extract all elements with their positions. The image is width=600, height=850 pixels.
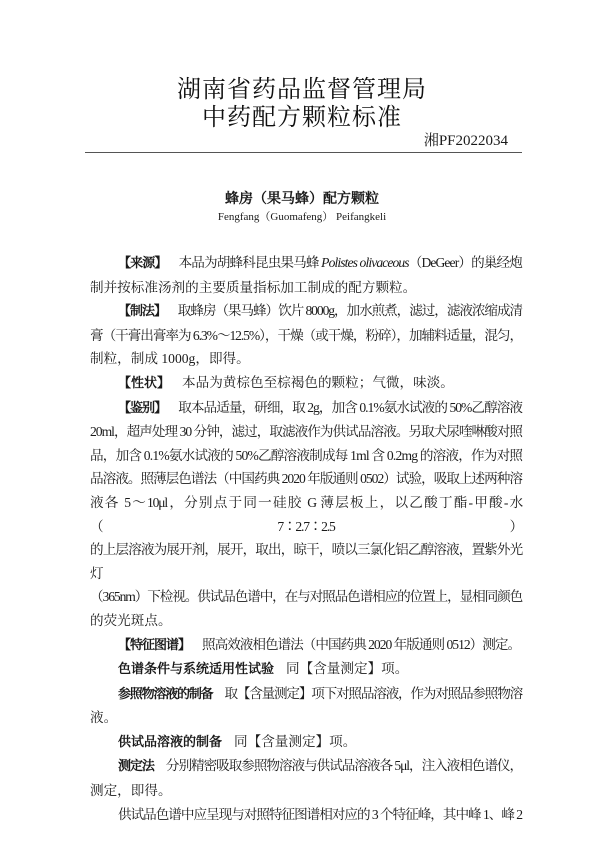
line-text: 品溶液。照薄层色谱法（中国药典 2020 年版通则 0502）试验，吸取上述两种溶 (90, 471, 522, 487)
paragraph (90, 371, 522, 396)
section-label: 测定法 (118, 759, 154, 775)
paragraph (90, 803, 522, 827)
text-line (90, 444, 522, 468)
text-line (90, 730, 522, 755)
text-line (90, 276, 522, 300)
line-text: 同【含量测定】项。 (286, 661, 409, 677)
text-line (90, 682, 522, 707)
line-text: 品，加含 0.1%氨水试液的 50%乙醇溶液制成每 1ml 含 0.2mg 的溶液，作为对照 (90, 447, 523, 463)
line-text: 本品为黄棕色至棕褐色的颗粒；气微，味淡。 (182, 374, 454, 390)
latin-species-name: Polistes olivaceous (321, 255, 409, 270)
text-line (90, 491, 522, 538)
text-line (90, 371, 522, 396)
standard-code: 湘PF2022034 (423, 133, 508, 149)
text-line (90, 396, 522, 421)
paragraph (90, 730, 522, 755)
text-line (90, 467, 522, 491)
line-text: （DeGeer）的巢经炮 (408, 255, 522, 270)
section-label: 参照物溶液的制备 (118, 686, 213, 702)
issuer-title: 湖南省药品监督管理局 (177, 75, 427, 103)
product-pinyin: Fengfang（Guomafeng） Peifangkeli (217, 211, 387, 223)
text-line (90, 420, 522, 444)
line-text: 分别精密吸取参照物溶液与供试品溶液各 5μl，注入液相色谱仪， (165, 758, 522, 774)
text-line (90, 779, 522, 803)
text-line (90, 657, 522, 682)
text-line (90, 324, 522, 348)
product-name: 蜂房（果马蜂）配方颗粒 (225, 191, 379, 207)
text-line (90, 585, 522, 609)
line-text: 制粒，制成 1000g，即得。 (90, 351, 250, 367)
text-line (90, 633, 522, 658)
header-divider (85, 152, 522, 153)
section-label: 【制法】 (118, 304, 166, 320)
standard-title: 中药配方颗粒标准 (202, 103, 402, 131)
text-line (90, 299, 522, 324)
document-body (90, 251, 522, 826)
paragraph (90, 251, 522, 299)
line-text: 20ml，超声处理 30 分钟，滤过，取滤液作为供试品溶液。另取犬尿喹啉酸对照 (90, 424, 522, 440)
section-label: 【鉴别】 (118, 400, 167, 416)
line-text: 的上层溶液为展开剂，展开，取出，晾干，喷以三氯化铝乙醇溶液，置紫外光灯 (90, 542, 522, 581)
text-line (90, 754, 522, 779)
line-text: 膏（干膏出膏率为 6.3%～12.5%），干燥（或干燥，粉碎），加辅料适量，混匀， (90, 327, 522, 343)
line-text: 同【含量测定】项。 (234, 733, 357, 749)
section-label: 【性状】 (118, 375, 171, 391)
paragraph (90, 657, 522, 682)
line-text: 取蜂房（果马蜂）饮片 8000g，加水煎煮，滤过，滤液浓缩成清 (177, 303, 523, 319)
line-text: 制并按标准汤剂的主要质量指标加工制成的配方颗粒。 (90, 279, 417, 295)
paragraph (90, 754, 522, 802)
line-text: 的荧光斑点。 (90, 612, 172, 628)
paragraph (90, 633, 522, 658)
paragraph (90, 299, 522, 371)
line-text: 取本品适量，研细，取 2g，加含 0.1%氨水试液的 50%乙醇溶液 (178, 399, 522, 415)
line-text: 供试品色谱中应呈现与对照特征图谱相对应的 3 个特征峰，其中峰 1、峰 2 (118, 806, 522, 822)
paragraph (90, 396, 522, 633)
text-line (90, 347, 522, 371)
line-text: 测定，即得。 (90, 783, 172, 799)
section-label: 【特征图谱】 (118, 637, 191, 653)
section-label: 【来源】 (118, 256, 167, 271)
section-label: 供试品溶液的制备 (118, 734, 223, 750)
line-text: 液。 (90, 710, 118, 726)
line-text: （365nm）下检视。供试品色谱中，在与对照品色谱相应的位置上，显相同颜色 (90, 589, 523, 605)
text-line (90, 706, 522, 730)
line-text: 取【含量测定】项下对照品溶液，作为对照品参照物溶 (224, 685, 522, 701)
paragraph (90, 682, 522, 730)
text-line (90, 609, 522, 633)
section-label: 色谱条件与系统适用性试验 (118, 662, 275, 678)
line-text: 本品为胡蜂科昆虫果马蜂 (178, 255, 322, 270)
line-text: 照高效液相色谱法（中国药典 2020 年版通则 0512）测定。 (202, 636, 521, 652)
text-line (90, 538, 522, 585)
text-line (90, 251, 522, 276)
line-text: 液各 5～10μl，分别点于同一硅胶 G 薄层板上，以乙酸丁酯-甲酸-水（7∶2.7∶2.5） (90, 494, 522, 534)
text-line (90, 803, 522, 827)
